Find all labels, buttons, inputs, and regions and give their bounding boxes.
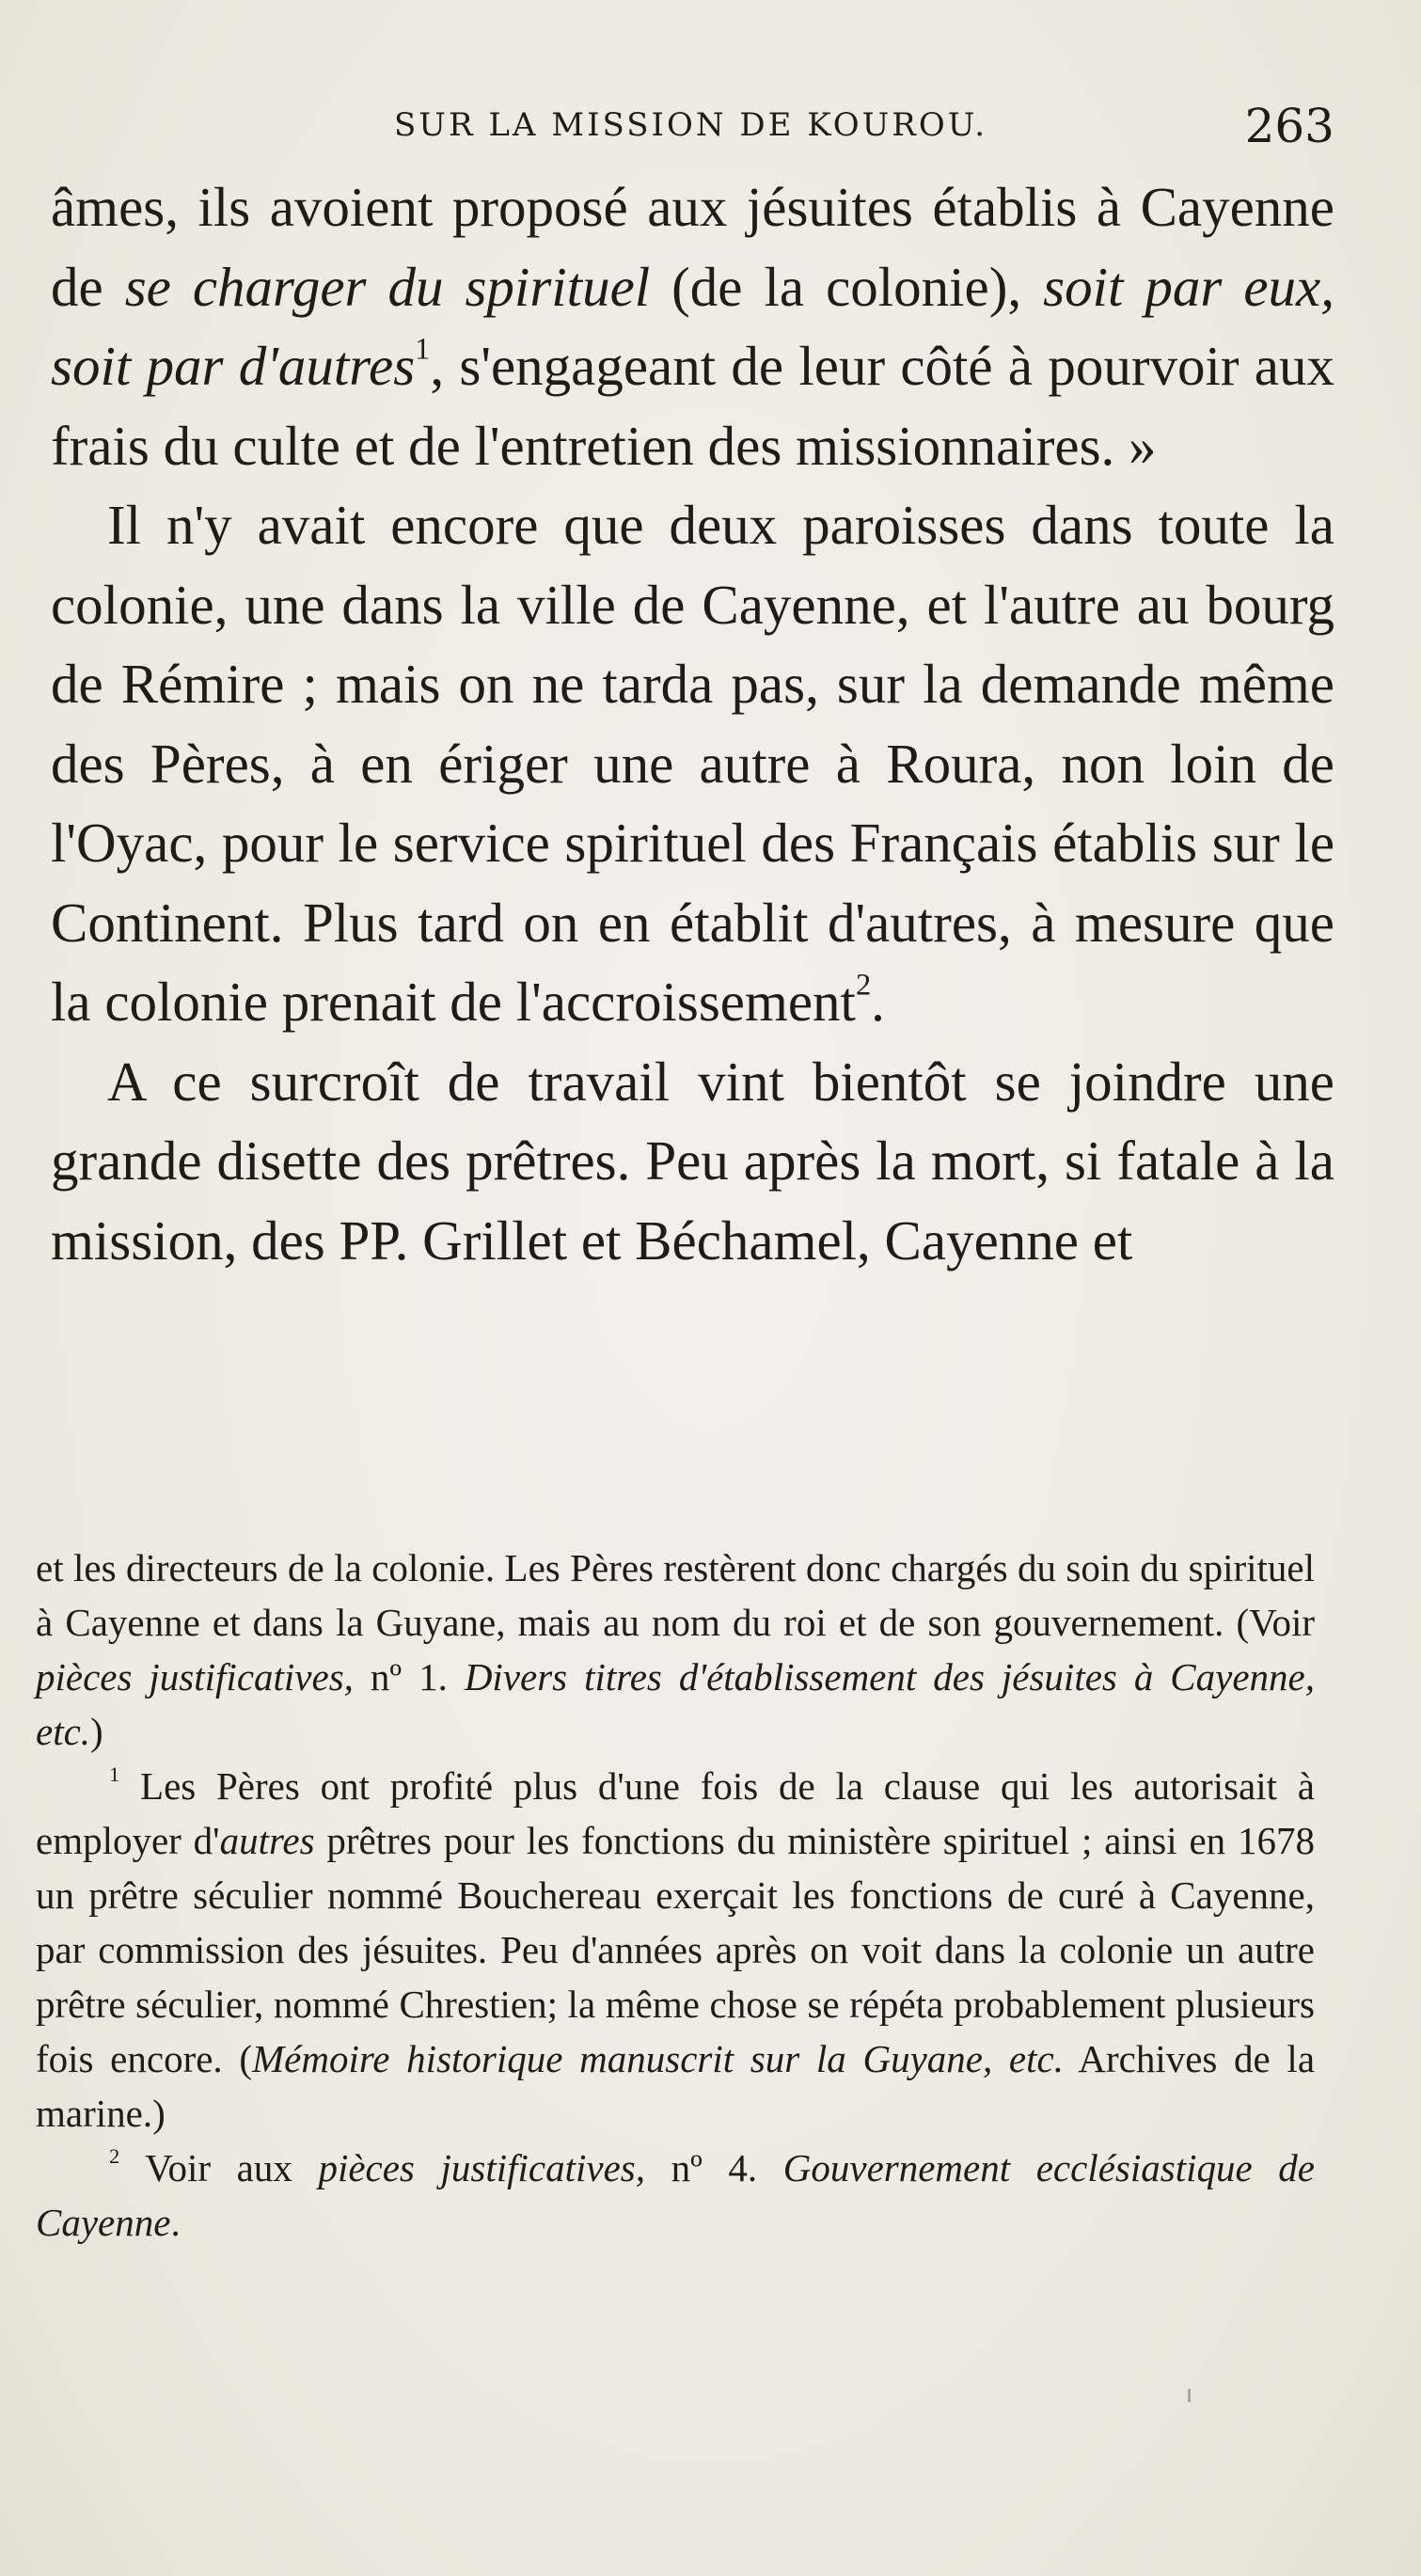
fn2-text-a: Voir aux <box>119 2146 319 2189</box>
cont-italic-d: Divers titres d'établissement des jésuites à Cayenne, etc. <box>36 1655 1315 1753</box>
footnote-1-number: 1 <box>109 1762 120 1786</box>
fn2-italic-d: Gouvernement ecclésiastique de Cayenne <box>36 2146 1315 2244</box>
footnote-2-number: 2 <box>109 2143 120 2168</box>
cont-text-e: ) <box>90 1710 103 1753</box>
p1-text-c: (de la colonie), <box>650 255 1044 318</box>
fn2-italic-b: pièces justificatives, <box>318 2146 645 2189</box>
p1-italic-a: se charger du spirituel <box>124 255 651 318</box>
running-head: SUR LA MISSION DE KOUROU. <box>394 106 988 144</box>
fn2-text-e: . <box>170 2201 181 2244</box>
cont-italic-b: pièces justificatives, <box>36 1655 354 1699</box>
p1-text-a: âmes, ils avoient proposé aux jésuites établis à Cayenne de <box>51 176 1334 318</box>
footnote-2 <box>36 2141 1315 2250</box>
fn1-text-e: Archives de la marine.) <box>36 2037 1316 2135</box>
p2-text-c: . <box>871 971 885 1033</box>
footnote-1 <box>36 1759 1315 2141</box>
fn1-text-a: Les Pères ont profité plus d'une fois de la clause qui les autorisait à employer d' <box>36 1764 1315 1862</box>
page-number: 263 <box>1244 99 1334 153</box>
paragraph-1 <box>51 167 1334 485</box>
footnote-continuation <box>36 1541 1315 1759</box>
paragraph-3: A ce surcroît de travail vint bientôt se joindre une grande disette des prêtres. Peu après la mort, si fatale à la mission, des PP. Grillet et Béchamel, Cayenne et <box>51 1050 1334 1272</box>
fn1-text-c: prêtres pour les fonctions du ministère spirituel ; ainsi en 1678 un prêtre séculier nommé Bouchereau exerçait les fonctions de curé à Cayenne, par commission des jésuites. Peu d'années après on voit dans la colonie un autre prêtre séculier, nommé Chrestien; la même chose se répéta probablement plusieurs fois encore. ( <box>36 1819 1315 2080</box>
paper-speck <box>1188 2389 1191 2402</box>
main-text <box>51 167 1334 1280</box>
fn2-text-c: nº 4. <box>644 2146 783 2189</box>
cont-text-c: nº 1. <box>353 1655 465 1699</box>
footnotes <box>36 1541 1315 2250</box>
p1-text-f: , s'engageant de leur côté à pourvoir aux frais du culte et de l'entretien des missionnaires. » <box>51 335 1334 477</box>
cont-text-a: et les directeurs de la colonie. Les Pères restèrent donc chargés du soin du spirituel à Cayenne et dans la Guyane, mais au nom du roi et de son gouvernement. (Voir <box>36 1546 1315 1644</box>
page-header <box>51 89 1334 174</box>
paragraph-2 <box>51 485 1334 1042</box>
p1-italic-d: soit par eux, soit par d'autres <box>51 255 1334 397</box>
fn1-italic-d: Mémoire historique manuscrit sur la Guyane, etc. <box>252 2037 1064 2080</box>
p2-text-a: Il n'y avait encore que deux paroisses dans toute la colonie, une dans la ville de Cayenne, et l'autre au bourg de Rémire ; mais on ne tarda pas, sur la demande même des Pères, à en ériger une autre à Roura, non loin de l'Oyac, pour le service spirituel des Français établis sur le Continent. Plus tard on en établit d'autres, à mesure que la colonie prenait de l'accroissement <box>51 494 1334 1033</box>
footnote-ref-1: 1 <box>415 332 431 367</box>
footnote-ref-2: 2 <box>855 968 872 1003</box>
fn1-italic-b: autres <box>219 1819 315 1862</box>
